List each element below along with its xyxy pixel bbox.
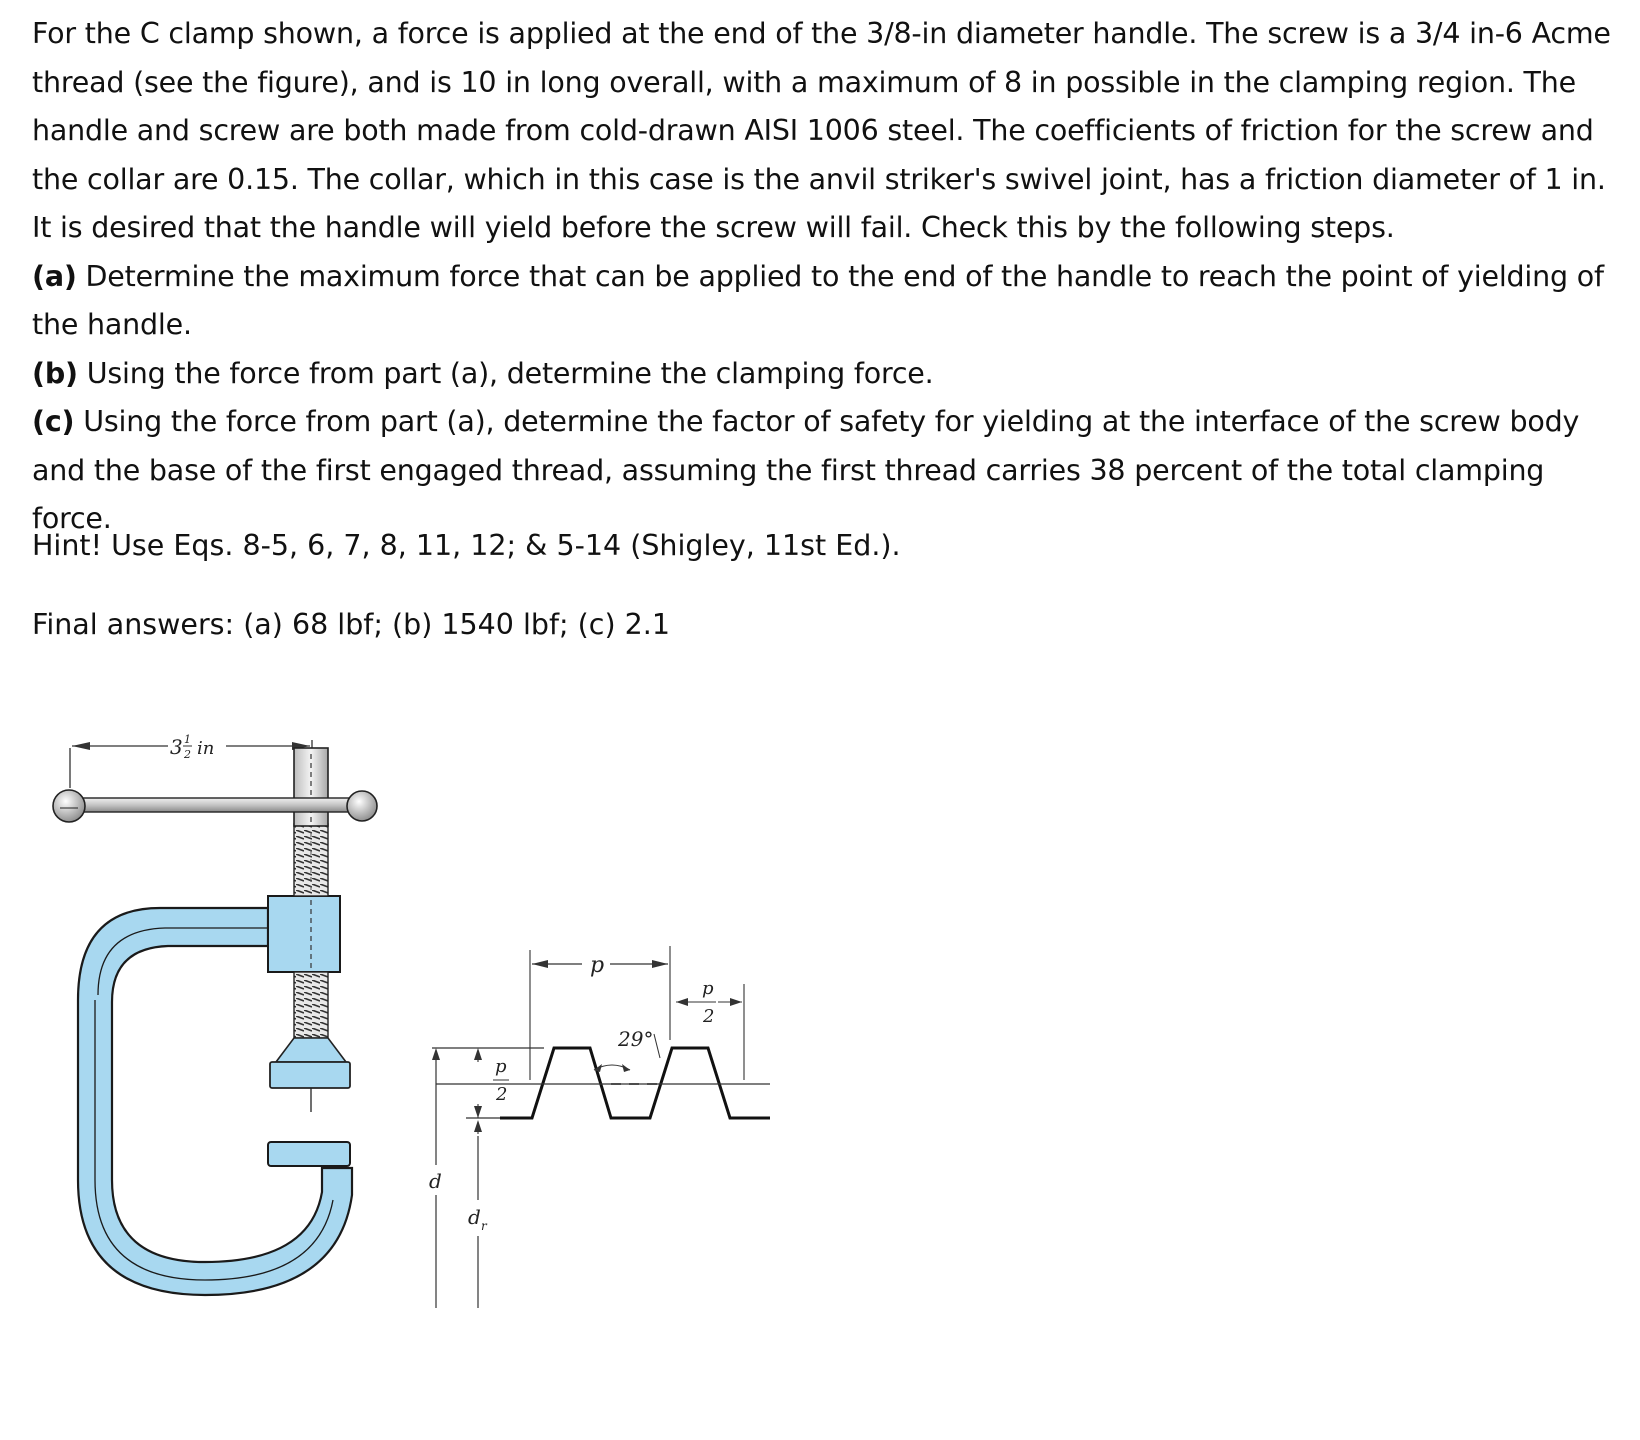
part-b-label: (b) — [32, 356, 78, 390]
part-c — [32, 398, 1622, 544]
depth-num: p — [495, 1056, 507, 1077]
part-c-label: (c) — [32, 405, 75, 438]
problem-statement — [32, 10, 1622, 544]
pitch-label: p — [590, 953, 605, 978]
major-diameter-label: d — [429, 1169, 442, 1193]
swivel-collar — [276, 1038, 346, 1062]
part-b-text: Using the force from part (a), determine the clamping force. — [86, 356, 934, 390]
acme-thread-profile — [429, 946, 770, 1308]
part-a — [32, 253, 1622, 350]
screw-head — [294, 748, 328, 826]
handle-length-dimension — [70, 733, 312, 788]
handle-ball-right — [347, 791, 377, 821]
handle-dim-unit: in — [197, 738, 215, 759]
thread-profile-line — [500, 1048, 770, 1118]
swivel-pad — [270, 1062, 350, 1088]
part-c-text: Using the force from part (a), determine the factor of safety for yielding at the interface of the screw body and the base of the first engaged thread, assuming the first thread carries 38 percent of the total clamping force. — [32, 405, 1580, 535]
handle-ball-left — [53, 790, 85, 822]
depth-den: 2 — [496, 1084, 508, 1105]
minor-diameter-subscript: r — [481, 1219, 487, 1233]
fixed-jaw — [268, 1142, 350, 1166]
frame-boss — [268, 896, 340, 972]
part-a-text: Determine the maximum force that can be applied to the end of the handle to reach the point of yielding of the handle. — [32, 259, 1604, 341]
handle-dim-den: 2 — [184, 748, 191, 761]
handle-rod — [70, 798, 360, 812]
problem-intro: For the C clamp shown, a force is applied at the end of the 3/8-in diameter handle. The screw is a 3/4 in-6 Acme thread (see the figure), and is 10 in long overall, with a maximum of 8 in possible in the clamping region. The handle and screw are both made from cold-drawn AISI 1006 steel. The coefficients of friction for the screw and the collar are 0.15. The collar, which in this case is the anvil striker's swivel joint, has a friction diameter of 1 in. It is desired that the handle will yield before the screw will fail. Check this by the following steps. — [32, 17, 1611, 244]
hint-text: Hint! Use Eqs. 8-5, 6, 7, 8, 11, 12; & 5-14 (Shigley, 11st Ed.). — [32, 529, 901, 562]
handle-dim-whole: 3 — [170, 735, 183, 759]
screw-lower — [294, 972, 328, 1038]
half-pitch-den: 2 — [703, 1006, 715, 1027]
thread-angle-label: 29° — [618, 1027, 654, 1051]
handle-dim-num: 1 — [184, 733, 191, 746]
final-answers: Final answers: (a) 68 lbf; (b) 1540 lbf; (c) 2.1 — [32, 608, 670, 641]
minor-diameter-label: d — [468, 1205, 481, 1229]
part-b — [32, 350, 1622, 399]
c-clamp-figure — [0, 733, 860, 1380]
half-pitch-num: p — [702, 978, 714, 999]
part-a-label: (a) — [32, 259, 77, 293]
